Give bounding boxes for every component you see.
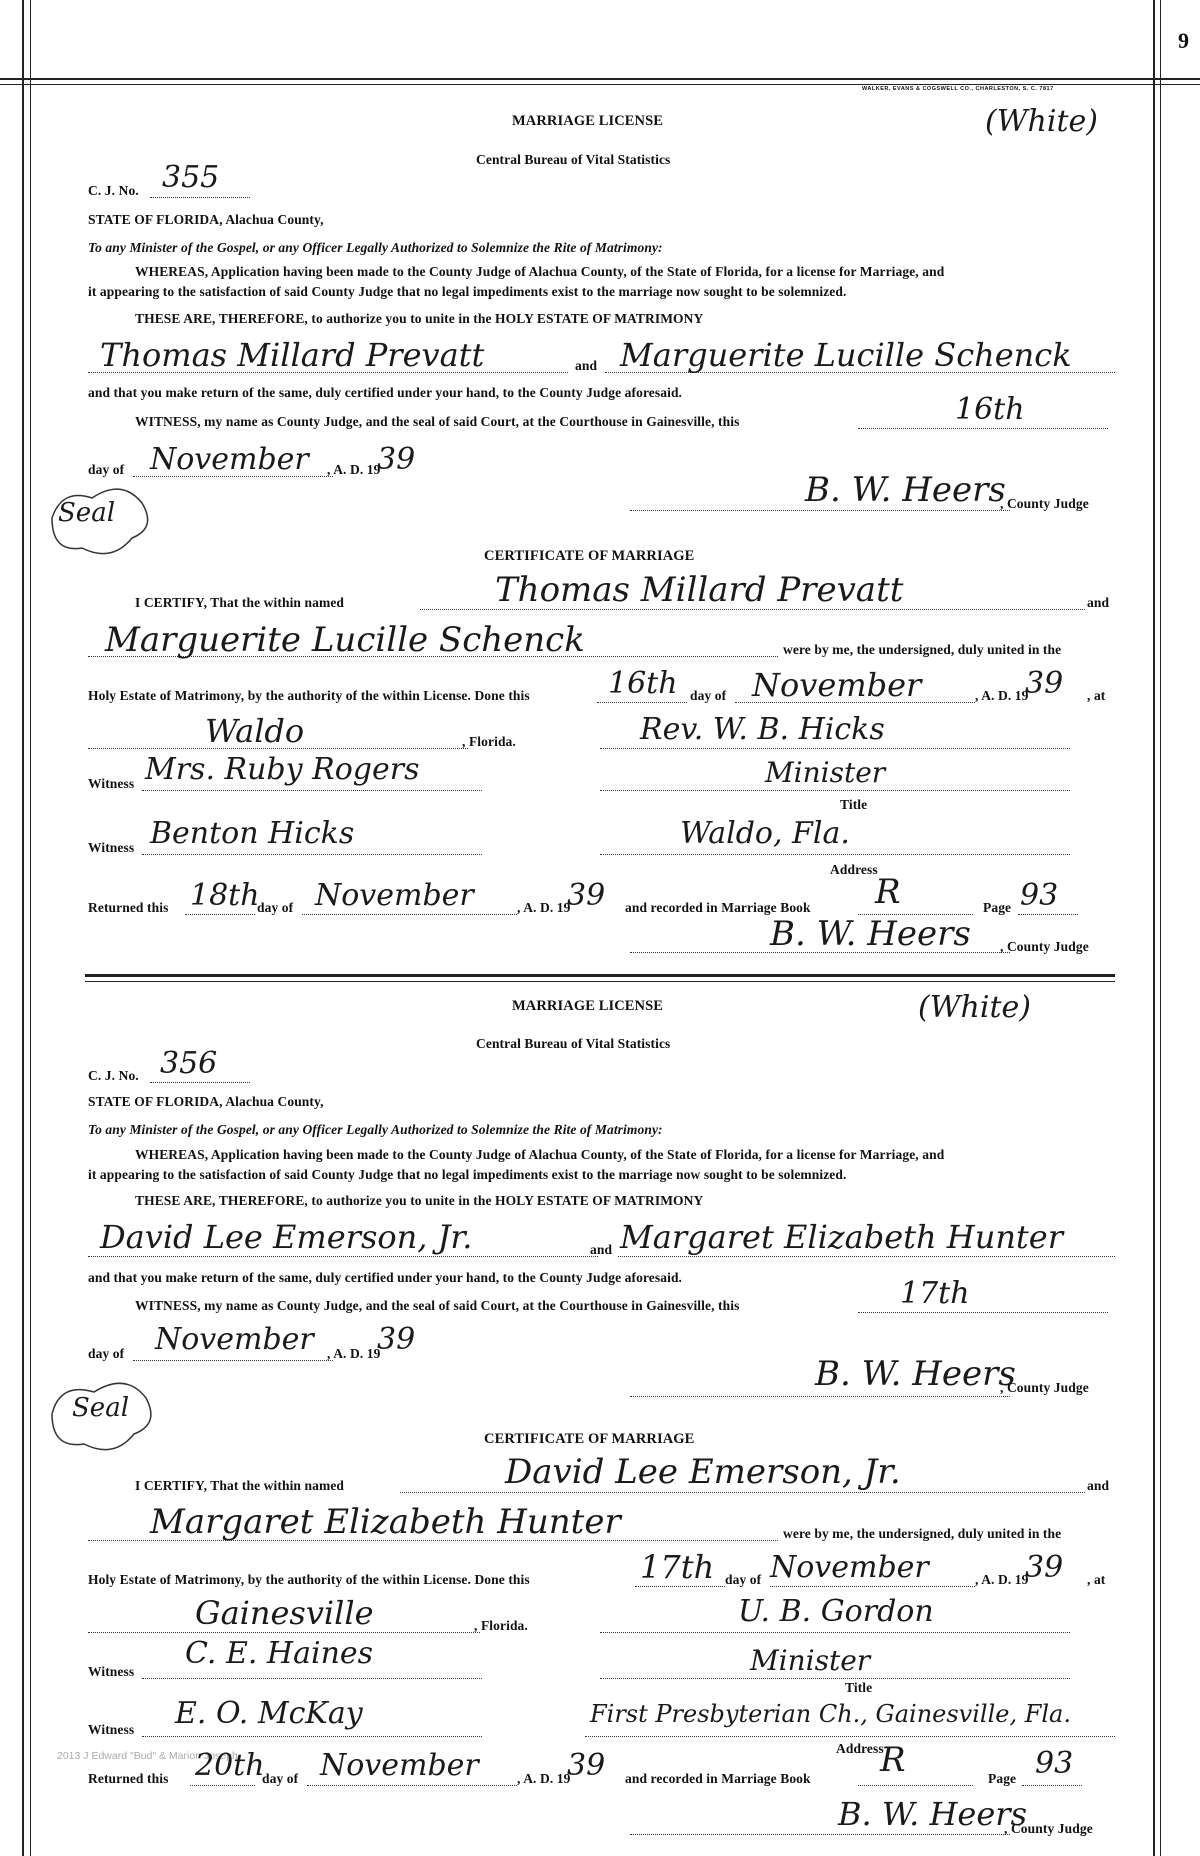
recorded-label-2: and recorded in Marriage Book	[625, 1771, 811, 1786]
seal-mark-2: Seal	[72, 1393, 130, 1423]
page-label-2: Page	[988, 1771, 1017, 1786]
cert-at-label: , at	[1087, 688, 1106, 703]
cj-line	[150, 197, 250, 198]
united-label: were by me, the undersigned, duly united in the	[783, 642, 1062, 657]
top-rule	[0, 78, 1200, 80]
state-line-2: STATE OF FLORIDA, Alachua County,	[88, 1094, 324, 1109]
returned-year: 39	[567, 878, 606, 913]
returned-day-2: 20th	[195, 1748, 265, 1783]
whereas-1: WHEREAS, Application having been made to the County Judge of Alachua County, of the State of Florida, for a license for Marriage, and	[135, 264, 945, 279]
witness1-line-2	[142, 1678, 482, 1679]
florida-label: , Florida.	[462, 734, 516, 749]
cert-bride-name: Marguerite Lucille Schenck	[105, 620, 585, 660]
record-page-2: 93	[1035, 1746, 1074, 1781]
title-line	[600, 790, 1070, 791]
cert-year: 39	[1025, 666, 1064, 701]
seal-scribble-2	[40, 1372, 165, 1457]
cert-judge-signature: B. W. Heers	[770, 914, 971, 954]
cert-day-line	[597, 702, 687, 703]
page-label: Page	[983, 900, 1012, 915]
page-number: 9	[1178, 28, 1189, 53]
cert2-county-judge-label: , County Judge	[1004, 1821, 1093, 1836]
cert-day-of-label: day of	[690, 688, 727, 703]
bureau-title-2: Central Bureau of Vital Statistics	[476, 1036, 671, 1051]
watermark: 2013 J Edward "Bud" & Marion Joseph	[57, 1750, 238, 1762]
witness2-signature: Benton Hicks	[150, 816, 355, 851]
left-border	[22, 0, 24, 1856]
day-of-label-2: day of	[88, 1346, 125, 1361]
officiant-line	[600, 748, 1070, 749]
these-are-2: THESE ARE, THEREFORE, to authorize you to unite in the HOLY ESTATE OF MATRIMONY	[135, 1193, 704, 1208]
license2-month: November	[155, 1322, 314, 1357]
printer-imprint: WALKER, EVANS & COGSWELL CO., CHARLESTON, S. C. 7817	[862, 86, 1054, 92]
cj-number: 355	[162, 160, 220, 195]
place-line-2	[88, 1632, 480, 1633]
ret-day-of-label: day of	[257, 900, 294, 915]
judge-line-2	[630, 1396, 1010, 1397]
returned-day: 18th	[190, 878, 260, 913]
ret-day-line-2	[190, 1785, 255, 1786]
returned-month: November	[315, 878, 474, 913]
day-line-2	[858, 1312, 1108, 1313]
license2-year: 39	[377, 1322, 416, 1357]
witness-label-4: Witness	[88, 1722, 135, 1737]
whereas-2: it appearing to the satisfaction of said County Judge that no legal impediments exist to the marriage now sought to be solemnized.	[88, 284, 847, 299]
certificate2-heading: CERTIFICATE OF MARRIAGE	[484, 1431, 695, 1447]
officiant-signature-2: U. B. Gordon	[738, 1594, 934, 1629]
ret-month-line-2	[307, 1785, 517, 1786]
groom-name: Thomas Millard Prevatt	[100, 336, 485, 374]
ret-day-of-label-2: day of	[262, 1771, 299, 1786]
record-divider	[85, 974, 1115, 977]
certify-label-2: I CERTIFY, That the within named	[135, 1478, 345, 1493]
month-line-2	[133, 1360, 333, 1361]
top-rule-2	[0, 84, 1200, 85]
cert2-bride-name: Margaret Elizabeth Hunter	[150, 1502, 621, 1542]
cert2-day-line	[635, 1586, 725, 1587]
title-label: Title	[840, 797, 868, 812]
cert2-day-of-label: day of	[725, 1572, 762, 1587]
cert2-judge-signature: B. W. Heers	[838, 1795, 1027, 1833]
cj-label: C. J. No.	[88, 183, 139, 198]
record-divider-2	[85, 981, 1115, 982]
cert2-and-label: and	[1087, 1478, 1110, 1493]
seal-mark: Seal	[58, 498, 116, 528]
witness-label-3: Witness	[88, 1664, 135, 1679]
right-border-inner	[1160, 0, 1161, 1856]
florida-label-2: , Florida.	[474, 1618, 528, 1633]
witness-label-2: Witness	[88, 840, 135, 855]
title-label-2: Title	[845, 1680, 873, 1695]
return-line-2: and that you make return of the same, duly certified under your hand, to the County Judge aforesaid.	[88, 1270, 683, 1285]
officiant-address: Waldo, Fla.	[680, 816, 850, 851]
cert-month: November	[752, 666, 922, 704]
ad-label: , A. D. 19	[327, 462, 381, 477]
address-line: To any Minister of the Gospel, or any Officer Legally Authorized to Solemnize the Rite of Matrimony:	[88, 240, 663, 255]
marriage-place-2: Gainesville	[195, 1594, 374, 1632]
returned-month-2: November	[320, 1748, 479, 1783]
day-of-label: day of	[88, 462, 125, 477]
whereas-2-2: it appearing to the satisfaction of said County Judge that no legal impediments exist to the marriage now sought to be solemnized.	[88, 1167, 847, 1182]
these-are: THESE ARE, THEREFORE, to authorize you to unite in the HOLY ESTATE OF MATRIMONY	[135, 311, 704, 326]
marriage-book-2: R	[880, 1740, 906, 1780]
officiant-address-2: First Presbyterian Ch., Gainesville, Fla.	[590, 1700, 1071, 1728]
whereas-1-2: WHEREAS, Application having been made to the County Judge of Alachua County, of the State of Florida, for a license for Marriage, and	[135, 1147, 945, 1162]
title-line-2	[600, 1678, 1070, 1679]
cj-number-2: 356	[160, 1046, 218, 1081]
officiant-title: Minister	[765, 756, 886, 789]
united-label-2: were by me, the undersigned, duly united in the	[783, 1526, 1062, 1541]
groom-name-2: David Lee Emerson, Jr.	[100, 1218, 473, 1256]
witness1-line	[142, 790, 482, 791]
address-label: Address	[830, 862, 878, 877]
cert-ad-label: , A. D. 19	[975, 688, 1029, 703]
holy-estate-label: Holy Estate of Matrimony, by the authority of the within License. Done this	[88, 688, 530, 703]
ad-label-2: , A. D. 19	[327, 1346, 381, 1361]
race-note: (White)	[985, 104, 1098, 139]
witness1-signature: Mrs. Ruby Rogers	[145, 752, 420, 787]
address-line-field-2	[585, 1736, 1115, 1737]
page-line	[1018, 914, 1078, 915]
ret-day-line	[185, 914, 255, 915]
and-label: and	[575, 358, 598, 373]
license-month: November	[150, 442, 309, 477]
officiant-signature: Rev. W. B. Hicks	[640, 712, 885, 747]
certificate-heading: CERTIFICATE OF MARRIAGE	[484, 548, 695, 564]
cert2-judge-line	[630, 1834, 1010, 1835]
cert-county-judge-label: , County Judge	[1000, 939, 1089, 954]
ret-ad-label-2: , A. D. 19	[517, 1771, 571, 1786]
bride-name: Marguerite Lucille Schenck	[620, 336, 1072, 374]
cert2-groom-name: David Lee Emerson, Jr.	[505, 1452, 901, 1492]
cj-label-2: C. J. No.	[88, 1068, 139, 1083]
record-page: 93	[1020, 878, 1059, 913]
judge-signature-2: B. W. Heers	[815, 1354, 1016, 1394]
returned-label-2: Returned this	[88, 1771, 169, 1786]
witness-label-1: Witness	[88, 776, 135, 791]
book-line-2	[858, 1785, 973, 1786]
judge-signature: B. W. Heers	[805, 470, 1006, 510]
bureau-title: Central Bureau of Vital Statistics	[476, 152, 671, 167]
cert2-day: 17th	[640, 1548, 715, 1586]
license2-day: 17th	[900, 1276, 970, 1311]
cert2-month-line	[770, 1586, 975, 1587]
address-line-field	[600, 854, 1070, 855]
license2-heading: MARRIAGE LICENSE	[512, 998, 664, 1014]
cert2-at-label: , at	[1087, 1572, 1106, 1587]
ret-month-line	[302, 914, 517, 915]
seal-scribble	[42, 478, 162, 558]
cert-and-label: and	[1087, 595, 1110, 610]
witness-line: WITNESS, my name as County Judge, and the seal of said Court, at the Courthouse in Gainesville, this	[135, 414, 740, 429]
ret-ad-label: , A. D. 19	[517, 900, 571, 915]
right-border	[1153, 0, 1155, 1856]
page-line-2	[1022, 1785, 1082, 1786]
returned-label: Returned this	[88, 900, 169, 915]
witness2-signature-2: E. O. McKay	[175, 1696, 363, 1731]
officiant-line-2	[600, 1632, 1070, 1633]
cj-line-2	[150, 1082, 250, 1083]
cert-groom-name: Thomas Millard Prevatt	[495, 570, 904, 610]
marriage-place: Waldo	[205, 712, 305, 750]
cert-day: 16th	[608, 666, 678, 701]
and-label-2: and	[590, 1242, 613, 1257]
cert2-year: 39	[1025, 1550, 1064, 1585]
recorded-label: and recorded in Marriage Book	[625, 900, 811, 915]
witness2-line-2	[142, 1736, 482, 1737]
county-judge-label-2: , County Judge	[1000, 1380, 1089, 1395]
judge-line	[630, 510, 1010, 511]
holy-estate-label-2: Holy Estate of Matrimony, by the authority of the within License. Done this	[88, 1572, 530, 1587]
county-judge-label: , County Judge	[1000, 496, 1089, 511]
left-border-inner	[30, 0, 31, 1856]
state-line: STATE OF FLORIDA, Alachua County,	[88, 212, 324, 227]
certify-label: I CERTIFY, That the within named	[135, 595, 345, 610]
cert2-month: November	[770, 1550, 929, 1585]
race-note-2: (White)	[918, 990, 1031, 1025]
cert2-groom-line	[400, 1492, 1085, 1493]
license-day: 16th	[955, 392, 1025, 427]
groom-line-2	[88, 1256, 598, 1257]
officiant-title-2: Minister	[750, 1644, 871, 1677]
license-year: 39	[377, 442, 416, 477]
day-line	[858, 428, 1108, 429]
cert2-ad-label: , A. D. 19	[975, 1572, 1029, 1587]
address-line-2: To any Minister of the Gospel, or any Officer Legally Authorized to Solemnize the Rite of Matrimony:	[88, 1122, 663, 1137]
bride-name-2: Margaret Elizabeth Hunter	[620, 1218, 1064, 1256]
license-heading: MARRIAGE LICENSE	[512, 113, 664, 129]
return-line: and that you make return of the same, duly certified under your hand, to the County Judge aforesaid.	[88, 385, 683, 400]
returned-year-2: 39	[567, 1748, 606, 1783]
marriage-book: R	[875, 872, 901, 912]
witness1-signature-2: C. E. Haines	[185, 1636, 374, 1671]
bride-line-2	[618, 1256, 1115, 1257]
address-label-2: Address	[836, 1741, 884, 1756]
witness2-line	[142, 854, 482, 855]
witness-line-2: WITNESS, my name as County Judge, and the seal of said Court, at the Courthouse in Gainesville, this	[135, 1298, 740, 1313]
